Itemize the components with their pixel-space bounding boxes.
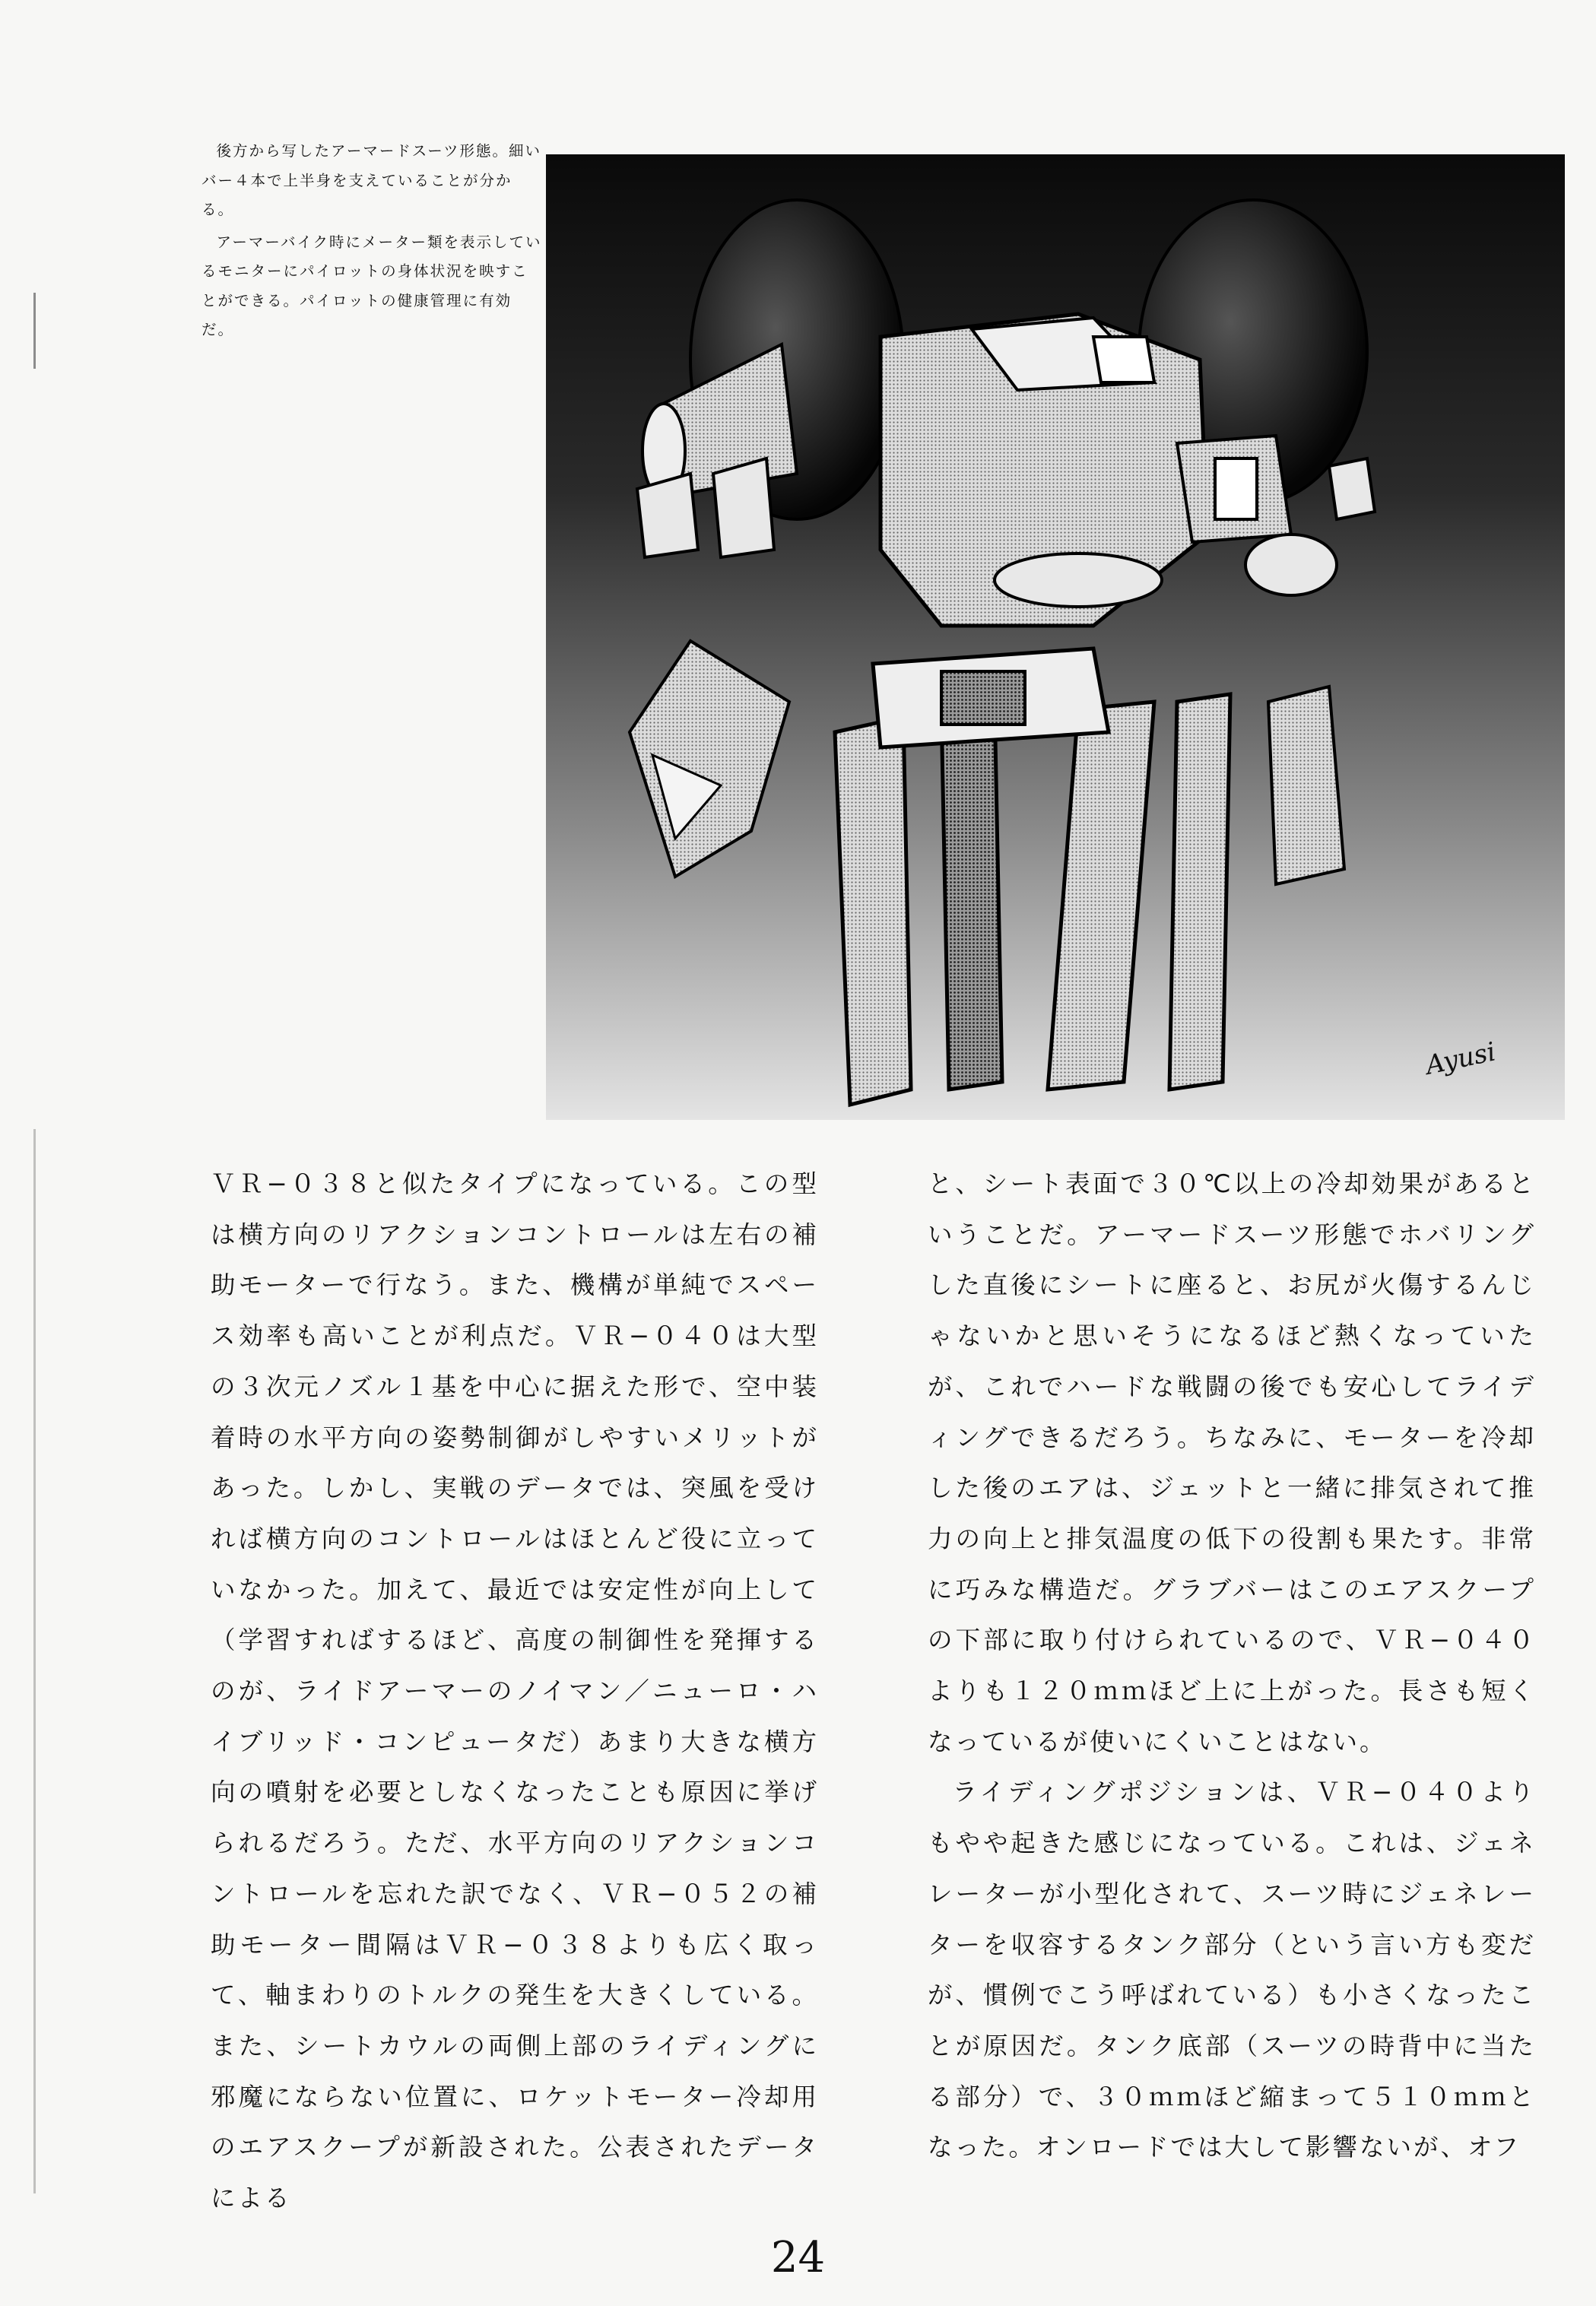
artist-signature: Ayusi — [1423, 1036, 1499, 1081]
left-column-paragraph: ＶＲ−０３８と似たタイプになっている。この型は横方向のリアクションコントロールは左右の補助モーターで行なう。また、機構が単純でスペース効率も高いことが利点だ。ＶＲ−０４０は大型の３次元ノズル１基を中心に据えた形で、空中装着時の水平方向の姿勢制御がしやすいメリットがあった。しかし、実戦のデータでは、突風を受ければ横方向のコントロールはほとんど役に立っていなかった。加えて、最近では安定性が向上して（学習すればするほど、高度の制御性を発揮するのが、ライドアーマーのノイマン／ニューロ・ハイブリッド・コンピュータだ）あまり大きな横方向の噴射を必要としなくなったことも原因に挙げられるだろう。ただ、水平方向のリアクションコントロールを忘れた訳でなく、ＶＲ−０５２の補助モーター間隔はＶＲ−０３８よりも広く取って、軸まわりのトルクの発生を大きくしている。また、シートカウルの両側上部のライディングに邪魔にならない位置に、ロケットモーター冷却用のエアスクープが新設された。公表されたデータによる — [211, 1169, 819, 2213]
body-column-right — [928, 1159, 1536, 2173]
right-cartridge — [1268, 687, 1344, 884]
caption-paragraph-1: 後方から写したアーマードスーツ形態。細いバー４本で上半身を支えていることが分かる。 — [201, 142, 541, 218]
caption-paragraph-2: アーマーバイク時にメーター類を表示しているモニターにパイロットの身体状況を映すことができる。パイロットの健康管理に有効だ。 — [201, 233, 542, 338]
body-column-left — [211, 1159, 819, 2224]
right-column-paragraph-1: と、シート表面で３０℃以上の冷却効果があるということだ。アーマードスーツ形態でホバリングした直後にシートに座ると、お尻が火傷するんじゃないかと思いそうになるほど熱くなっていたが、これでハードな戦闘の後でも安心してライディングできるだろう。ちなみに、モーターを冷却した後のエアは、ジェットと一緒に排気されて推力の向上と排気温度の低下の役割も果たす。非常に巧みな構造だ。グラブバーはこのエアスクープの下部に取り付けられているので、ＶＲ−０４０よりも１２０ｍｍほど上に上がった。長さも短くなっているが使いにくいことはない。 — [928, 1169, 1536, 1756]
binding-shadow — [33, 293, 36, 2193]
support-bar-4 — [1169, 694, 1230, 1090]
illustration-caption — [201, 137, 544, 345]
page-number: 24 — [770, 2233, 826, 2282]
right-column-paragraph-2: ライディングポジションは、ＶＲ−０４０よりもやや起きた感じになっている。これは、ジェネレーターが小型化されて、スーツ時にジェネレーターを収容するタンク部分（という言い方も変だが、慣例でこう呼ばれている）も小さくなったことが原因だ。タンク底部（スーツの時背中に当たる部分）で、３０ｍｍほど縮まって５１０ｍｍとなった。オンロードでは大して影響ないが、オフ — [928, 1778, 1536, 2162]
support-bar-2 — [941, 702, 1002, 1090]
mecha-illustration — [546, 154, 1565, 1120]
support-bar-1 — [835, 717, 911, 1105]
